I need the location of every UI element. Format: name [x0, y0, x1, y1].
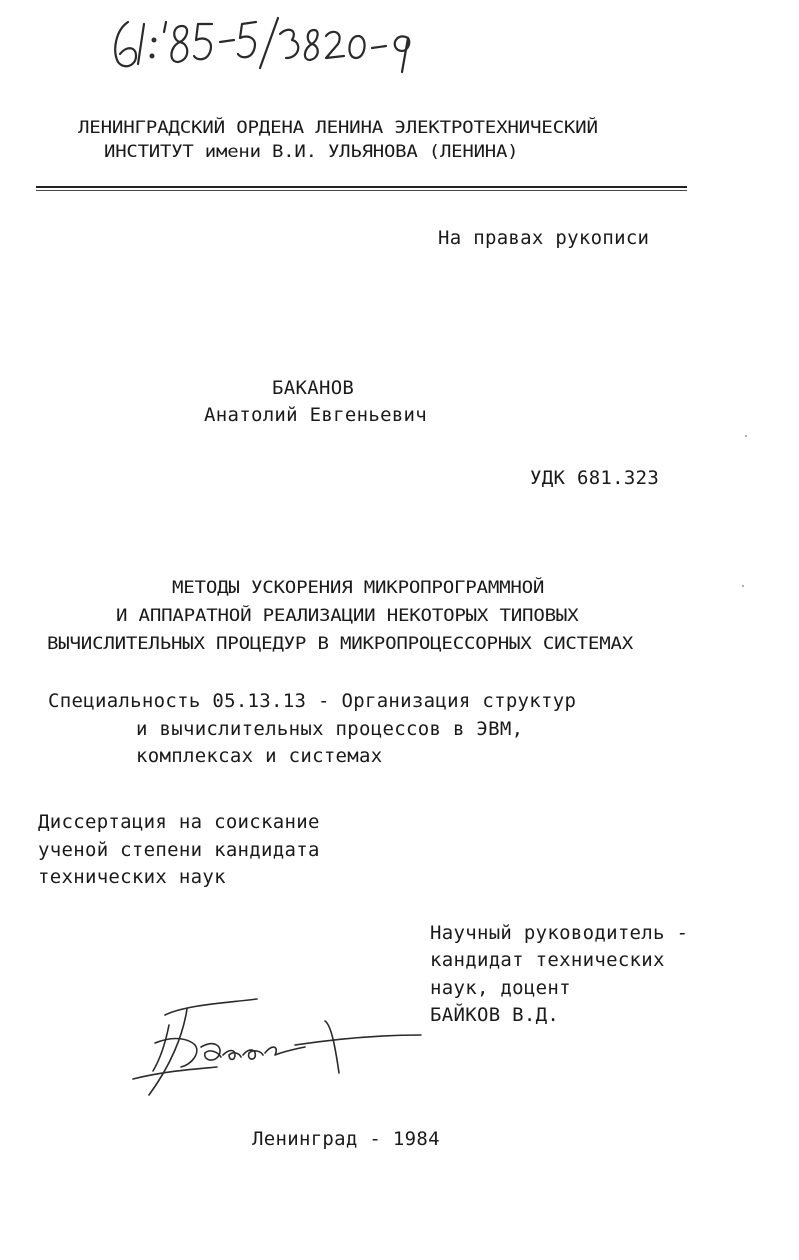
specialty-line-3: комплексах и системах	[136, 745, 383, 767]
author-surname: БАКАНОВ	[272, 377, 355, 399]
title-line-1: МЕТОДЫ УСКОРЕНИЯ МИКРОПРОГРАММНОЙ	[172, 578, 545, 598]
supervisor-line-1: Научный руководитель -	[430, 922, 689, 944]
header-rule	[36, 186, 687, 188]
dissertation-line-3: технических наук	[38, 866, 226, 888]
header-rule-thin	[36, 190, 687, 191]
scan-speck	[745, 435, 747, 437]
title-line-3: ВЫЧИСЛИТЕЛЬНЫХ ПРОЦЕДУР В МИКРОПРОЦЕССОРНЫХ СИСТЕМАХ	[47, 634, 634, 654]
supervisor-line-2: кандидат технических	[430, 949, 665, 971]
handwritten-signature	[125, 995, 425, 1105]
handwritten-archive-number	[108, 10, 438, 80]
dissertation-line-2: ученой степени кандидата	[38, 839, 320, 861]
specialty-line-1: Специальность 05.13.13 - Организация структур	[48, 690, 577, 712]
institute-line-1: ЛЕНИНГРАДСКИЙ ОРДЕНА ЛЕНИНА ЭЛЕКТРОТЕХНИЧЕСКИЙ	[78, 118, 598, 138]
title-line-2: И АППАРАТНОЙ РЕАЛИЗАЦИИ НЕКОТОРЫХ ТИПОВЫХ	[116, 606, 579, 626]
footer-city-year: Ленинград - 1984	[252, 1128, 440, 1150]
institute-line-2: ИНСТИТУТ имени В.И. УЛЬЯНОВА (ЛЕНИНА)	[104, 142, 519, 162]
specialty-line-2: и вычислительных процессов в ЭВМ,	[136, 718, 524, 740]
supervisor-line-4: БАЙКОВ В.Д.	[430, 1004, 560, 1026]
supervisor-line-3: наук, доцент	[430, 977, 571, 999]
dissertation-line-1: Диссертация на соискание	[38, 811, 320, 833]
author-name: Анатолий Евгеньевич	[204, 404, 428, 426]
rights-note: На правах рукописи	[438, 227, 650, 249]
scan-speck	[742, 585, 744, 587]
udc-code: УДК 681.323	[530, 467, 660, 489]
